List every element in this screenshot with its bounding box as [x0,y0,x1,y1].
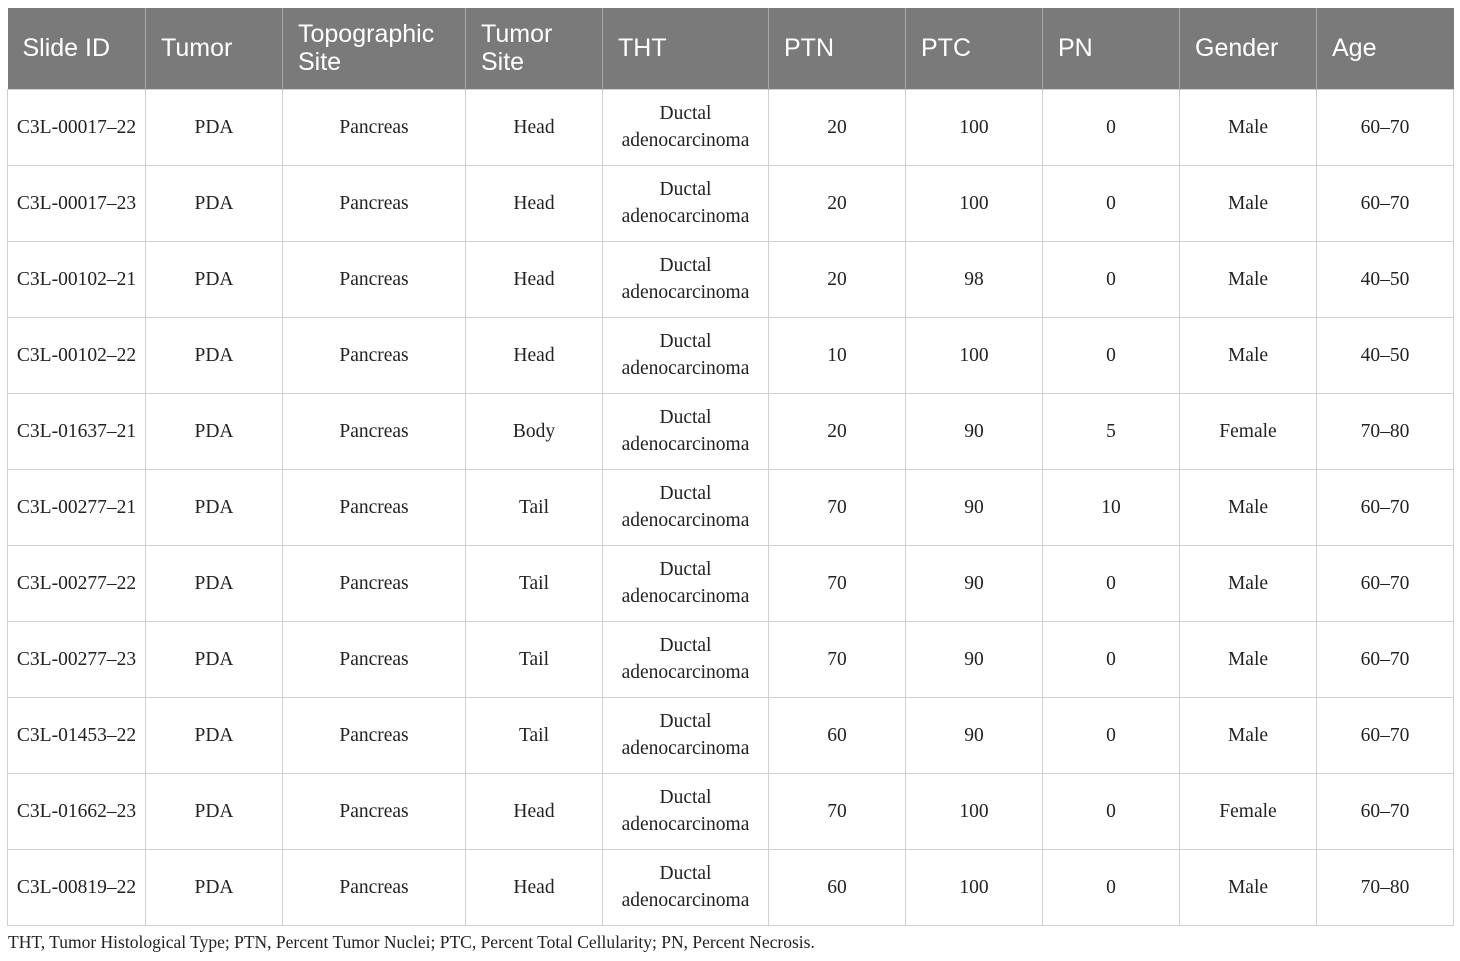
cell-ptc: 100 [906,317,1043,393]
cell-tht: Ductal adenocarcinoma [603,545,769,621]
column-header-tht: THT [603,8,769,89]
cell-slide-id: C3L-00277–22 [8,545,146,621]
cell-topographic-site: Pancreas [283,317,466,393]
cell-tumor: PDA [146,317,283,393]
cell-age: 60–70 [1317,773,1454,849]
table-row [8,697,1454,773]
cell-gender: Male [1180,469,1317,545]
cell-slide-id: C3L-00277–21 [8,469,146,545]
cell-tumor-site: Head [466,241,603,317]
table-row [8,469,1454,545]
cell-pn: 10 [1043,469,1180,545]
cell-tumor-site: Head [466,89,603,165]
cell-tht: Ductal adenocarcinoma [603,773,769,849]
cell-age: 60–70 [1317,545,1454,621]
cell-pn: 0 [1043,849,1180,925]
cell-age: 60–70 [1317,469,1454,545]
cell-tht: Ductal adenocarcinoma [603,393,769,469]
column-header-ptn: PTN [769,8,906,89]
cell-slide-id: C3L-00277–23 [8,621,146,697]
cell-tumor-site: Body [466,393,603,469]
cell-tumor-site: Head [466,317,603,393]
cell-ptn: 60 [769,849,906,925]
cell-tht: Ductal adenocarcinoma [603,317,769,393]
cell-gender: Female [1180,393,1317,469]
cell-ptc: 90 [906,545,1043,621]
cell-ptn: 70 [769,621,906,697]
cell-age: 60–70 [1317,165,1454,241]
cell-tumor: PDA [146,165,283,241]
cell-gender: Male [1180,317,1317,393]
cell-gender: Male [1180,241,1317,317]
cell-topographic-site: Pancreas [283,89,466,165]
cell-gender: Male [1180,545,1317,621]
cell-age: 60–70 [1317,89,1454,165]
cell-topographic-site: Pancreas [283,469,466,545]
cell-slide-id: C3L-01662–23 [8,773,146,849]
cell-age: 70–80 [1317,849,1454,925]
cell-age: 60–70 [1317,697,1454,773]
cell-tumor: PDA [146,849,283,925]
cell-pn: 0 [1043,165,1180,241]
cell-pn: 0 [1043,773,1180,849]
cell-age: 40–50 [1317,241,1454,317]
cell-tumor-site: Tail [466,469,603,545]
cell-slide-id: C3L-00819–22 [8,849,146,925]
cell-slide-id: C3L-00102–22 [8,317,146,393]
cell-ptc: 90 [906,621,1043,697]
cell-tht: Ductal adenocarcinoma [603,165,769,241]
cell-tumor-site: Tail [466,545,603,621]
cell-slide-id: C3L-00017–23 [8,165,146,241]
column-header-tumor-site: Tumor Site [466,8,603,89]
cell-ptn: 70 [769,773,906,849]
cell-slide-id: C3L-01453–22 [8,697,146,773]
cell-tht: Ductal adenocarcinoma [603,697,769,773]
cell-tht: Ductal adenocarcinoma [603,89,769,165]
cell-topographic-site: Pancreas [283,393,466,469]
cell-tht: Ductal adenocarcinoma [603,469,769,545]
cell-pn: 0 [1043,545,1180,621]
cell-pn: 5 [1043,393,1180,469]
table-row [8,241,1454,317]
table-header-row [8,8,1454,89]
column-header-topographic-site: Topographic Site [283,8,466,89]
cell-tht: Ductal adenocarcinoma [603,621,769,697]
cell-ptn: 20 [769,89,906,165]
cell-tht: Ductal adenocarcinoma [603,849,769,925]
cell-pn: 0 [1043,241,1180,317]
cell-gender: Male [1180,849,1317,925]
table-row [8,89,1454,165]
table-row [8,393,1454,469]
cell-ptn: 60 [769,697,906,773]
cell-ptc: 90 [906,393,1043,469]
cell-tumor: PDA [146,241,283,317]
cell-slide-id: C3L-01637–21 [8,393,146,469]
cell-tumor: PDA [146,89,283,165]
cell-pn: 0 [1043,89,1180,165]
table-row [8,317,1454,393]
cell-age: 70–80 [1317,393,1454,469]
cell-ptc: 100 [906,89,1043,165]
column-header-ptc: PTC [906,8,1043,89]
cell-ptn: 20 [769,241,906,317]
cell-topographic-site: Pancreas [283,849,466,925]
cell-slide-id: C3L-00102–21 [8,241,146,317]
table-body [8,89,1454,925]
cell-ptn: 70 [769,545,906,621]
cell-tumor-site: Tail [466,697,603,773]
cell-tumor-site: Head [466,773,603,849]
cell-tumor: PDA [146,773,283,849]
cell-ptc: 90 [906,469,1043,545]
data-table-container [7,8,1453,926]
cell-topographic-site: Pancreas [283,697,466,773]
cell-ptc: 100 [906,165,1043,241]
cell-gender: Male [1180,621,1317,697]
cell-topographic-site: Pancreas [283,621,466,697]
cell-ptc: 90 [906,697,1043,773]
cell-tumor: PDA [146,393,283,469]
cell-slide-id: C3L-00017–22 [8,89,146,165]
cell-topographic-site: Pancreas [283,165,466,241]
column-header-tumor: Tumor [146,8,283,89]
cell-ptn: 70 [769,469,906,545]
cell-tumor-site: Head [466,165,603,241]
cell-topographic-site: Pancreas [283,545,466,621]
table-row [8,773,1454,849]
data-table [7,8,1454,926]
cell-age: 40–50 [1317,317,1454,393]
cell-tumor-site: Head [466,849,603,925]
cell-gender: Female [1180,773,1317,849]
cell-ptc: 100 [906,773,1043,849]
column-header-pn: PN [1043,8,1180,89]
cell-gender: Male [1180,165,1317,241]
cell-pn: 0 [1043,621,1180,697]
cell-tumor: PDA [146,545,283,621]
table-footnote: THT, Tumor Histological Type; PTN, Percent Tumor Nuclei; PTC, Percent Total Cellularity; PN, Percent Necrosis. [8,932,815,952]
cell-tumor: PDA [146,621,283,697]
cell-tumor-site: Tail [466,621,603,697]
table-row [8,621,1454,697]
table-row [8,165,1454,241]
column-header-age: Age [1317,8,1454,89]
column-header-gender: Gender [1180,8,1317,89]
cell-topographic-site: Pancreas [283,773,466,849]
column-header-slide-id: Slide ID [8,8,146,89]
cell-tumor: PDA [146,697,283,773]
cell-tumor: PDA [146,469,283,545]
cell-gender: Male [1180,89,1317,165]
cell-ptn: 10 [769,317,906,393]
cell-tht: Ductal adenocarcinoma [603,241,769,317]
cell-ptc: 98 [906,241,1043,317]
cell-gender: Male [1180,697,1317,773]
cell-pn: 0 [1043,317,1180,393]
cell-pn: 0 [1043,697,1180,773]
table-row [8,545,1454,621]
cell-age: 60–70 [1317,621,1454,697]
cell-ptn: 20 [769,393,906,469]
cell-ptn: 20 [769,165,906,241]
cell-topographic-site: Pancreas [283,241,466,317]
table-row [8,849,1454,925]
cell-ptc: 100 [906,849,1043,925]
